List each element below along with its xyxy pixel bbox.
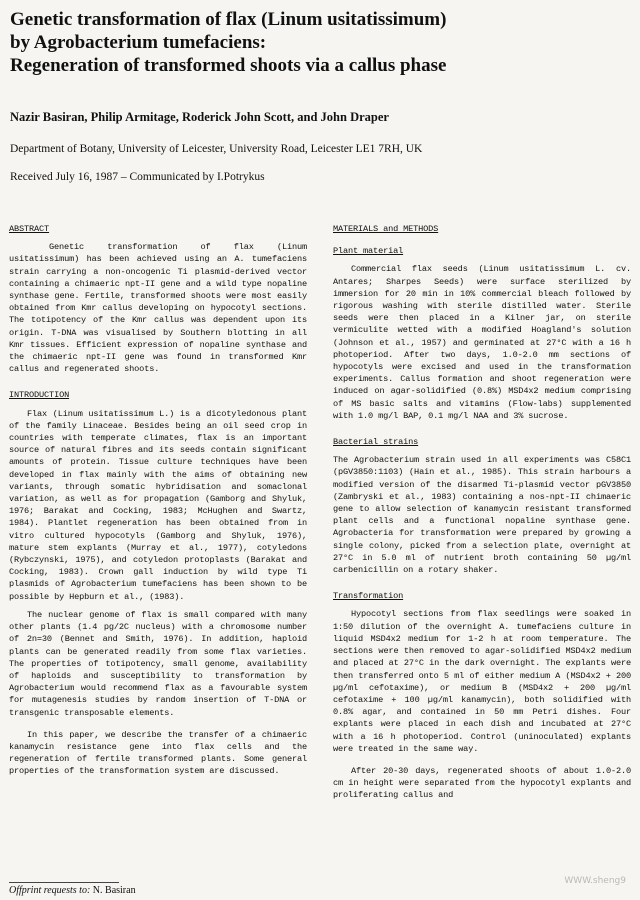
abstract-text: Genetic transformation of flax (Linum usitatissimum) has been achieved using an A. tumefaciens strain carrying a non-oncogenic Ti plasmid-derived vector containing a chimaeric npt-II gene and a wild type nopaline synthase gene. Fertile, transformed shoots were most easily obtained from Kmr callus developing on hypocotyl sections. The totipotency of the Kmr callus was dependent upon its origin. T-DNA was visualised by Southern blotting in all Kmr tissues. Efficient expression of nopaline synthase and the chimaeric npt-II gene was found in transformed Kmr callus and regenerated shoots. xyxy=(9,242,307,375)
authors: Nazir Basiran, Philip Armitage, Roderick John Scott, and John Draper xyxy=(10,110,389,124)
title-line-2: by Agrobacterium tumefaciens: xyxy=(10,32,267,53)
bacterial-strains-text: The Agrobacterium strain used in all experiments was C58C1 (pGV3850:1103) (Hain et al., 1985). This strain harbours a modified version of the disarmed Ti-plasmid vector pGV3850 (Zambryski et al., 1983) containing a nos-npt-II chimaeric gene to allow selection of kanamycin resistant transformed plant cells and a functional nopaline synthase gene. Agrobacteria for transformation were prepared by growing a single colony, picked from a selection plate, overnight at 27°C in 5.0 ml of nutrient broth containing 50 µg/ml carbenicillin on a rotary shaker. xyxy=(333,455,631,576)
footnote-rule xyxy=(9,882,119,883)
transformation-heading: Transformation xyxy=(333,591,404,602)
intro-paragraph-2: The nuclear genome of flax is small compared with many other plants (1.4 pg/2C nucleus) with a chromosome number of 2n=30 (Bennet and Smith, 1976). In addition, haploid plants can be generated readily from some flax varieties. The properties of totipotency, small genome, availability of haploids and susceptibility to transformation by Agrobacterium would recommend flax as a favourable system for mutagenesis studies by random insertion of T-DNA or transgenic transposable elements. xyxy=(9,609,307,718)
intro-paragraph-3: In this paper, we describe the transfer of a chimaeric kanamycin resistance gene into flax cells and the regeneration of fertile transformed plants. Some general properties of the transformation system are discussed. xyxy=(9,729,307,777)
affiliation: Department of Botany, University of Leicester, University Road, Leicester LE1 7RH, UK xyxy=(10,143,423,155)
abstract-heading: ABSTRACT xyxy=(9,224,50,234)
plant-material-heading: Plant material xyxy=(333,246,404,257)
footnote-name: N. Basiran xyxy=(92,885,136,896)
after-text: After 20-30 days, regenerated shoots of about 1.0-2.0 cm in height were separated from the hypocotyl explants and proliferating callus and xyxy=(333,765,631,801)
title-line-1: Genetic transformation of flax (Linum usitatissimum) xyxy=(10,9,447,30)
methods-heading: MATERIALS and METHODS xyxy=(333,224,439,234)
bacterial-strains-heading: Bacterial strains xyxy=(333,437,419,448)
paper-title xyxy=(10,8,630,77)
footnote-label: Offprint requests to: xyxy=(9,885,91,896)
watermark: WWW.sheng9 xyxy=(564,876,626,886)
right-column xyxy=(333,223,631,808)
transformation-text: Hypocotyl sections from flax seedlings were soaked in 1:50 dilution of the overnight A. tumefaciens culture in liquid MSD4x2 medium for 1-2 h at room temperature. The sections were then removed to agar-solidified MSD4x2 medium and placed at 27°C in the dark overnight. The explants were then transferred onto 5 ml of either medium A (MSD4x2 + 200 µg/ml cefotaxime), or medium B (MSD4x2 + 200 µg/ml cefotaxime + 100 µg/ml kanamycin), both solidified with 0.8% agar, and contained in 50 mm Petri dishes. Four explants were placed in each dish and incubated at 27°C with a 16 h photoperiod. Control (uninoculated) explants were treated in the same way. xyxy=(333,609,631,754)
plant-material-text: Commercial flax seeds (Linum usitatissimum L. cv. Antares; Sharpes Seeds) were surface sterilized by immersion for 20 min in 10% commercial bleach followed by rigorous washing with sterile distilled water. Sterile seeds were then placed in a Kilner jar, on sterile vermiculite wetted with a modified Hoagland's solution (Johnson et al., 1957) and germinated at 27°C with a 16 h photoperiod. After two days, 1.0-2.0 mm sections of hypocotyls were excised and used in the transformation experiments. Callus formation and shoot regeneration were induced on agar-solidified (0.8%) MSD4x2 medium comprising of MS basic salts and vitamins (Flow-labs) supplemented with 1.0 mg/l BAP, 0.1 mg/l NAA and 3% sucrose. xyxy=(333,264,631,421)
title-line-3: Regeneration of transformed shoots via a callus phase xyxy=(10,55,447,76)
introduction-heading: INTRODUCTION xyxy=(9,390,70,401)
left-column xyxy=(9,223,307,784)
footnote xyxy=(9,885,136,896)
intro-paragraph-1: Flax (Linum usitatissimum L.) is a dicotyledonous plant of the family Linaceae. Besides being an oil seed crop in countries with temperate climates, flax is an important source of natural fibres and its seeds contain significant amounts of protein. Tissue culture techniques have been developed in flax mainly with the aims of obtaining new variants, through somatic hybridisation and somaclonal variation, as well as for propagation (Gamborg and Shyluk, 1976; Barakat and Cocking, 1983; McHughen and Swartz, 1984). Plantlet regeneration has been obtained from in vitro cultured hypocotyls (Gamborg and Shyluk, 1976), mature stem explants (Murray et al., 1977), cotyledons (Rybczynski, 1975), and cotyledon protoplasts (Barakat and Cocking, 1983). Crown gall induction by wild type Ti plasmids of Agrobacterium tumefaciens has been shown to be possible by Hepburn et al., (1983). xyxy=(9,408,307,602)
received-line: Received July 16, 1987 – Communicated by I.Potrykus xyxy=(10,171,265,183)
